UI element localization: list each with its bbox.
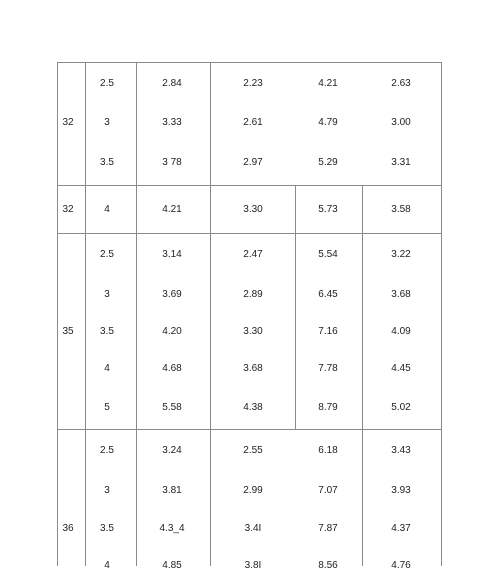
table-cell: 6.18 [318, 445, 338, 456]
table-cell: 3.22 [391, 249, 411, 260]
table-cell: 2.47 [243, 249, 263, 260]
table-cell: 3.81 [162, 485, 182, 496]
table-cell: 3.30 [243, 326, 263, 337]
table-cell: 2.89 [243, 289, 263, 300]
table-cell: 4.79 [318, 117, 338, 128]
table-cell: 4.20 [162, 326, 182, 337]
table-cell: 3.30 [243, 204, 263, 215]
column-divider [295, 185, 296, 429]
table-cell: 3.5 [100, 523, 114, 534]
table-cell: 4.76 [391, 560, 411, 571]
table-cell: 5.73 [318, 204, 338, 215]
table-cell: 2.5 [100, 78, 114, 89]
table-cell: 6.45 [318, 289, 338, 300]
table-cell: 7.87 [318, 523, 338, 534]
table-cell: 3.4I [244, 523, 262, 534]
table-cell: 3.93 [391, 485, 411, 496]
group-divider [57, 233, 442, 234]
table-cell: 2.97 [243, 157, 263, 168]
table-cell: 8.56 [318, 560, 338, 571]
table-cell: 4.45 [391, 363, 411, 374]
table-cell: 5.58 [162, 402, 182, 413]
table-cell: 3 [104, 117, 110, 128]
table-cell: 2.84 [162, 78, 182, 89]
table-top-border [57, 62, 442, 63]
table-cell: 4.85 [162, 560, 182, 571]
table-cell: 7.78 [318, 363, 338, 374]
table-cell: 2.55 [243, 445, 263, 456]
table-cell: 3.24 [162, 445, 182, 456]
table-cell: 2.5 [100, 445, 114, 456]
table-cell: 3 [104, 289, 110, 300]
group-label: 32 [62, 117, 74, 128]
table-cell: 3.58 [391, 204, 411, 215]
table-cell: 2.61 [243, 117, 263, 128]
table-cell: 4 [104, 204, 110, 215]
table-cell: 3.5 [100, 326, 114, 337]
table-cell: 4.68 [162, 363, 182, 374]
table-cell: 7.16 [318, 326, 338, 337]
table-cell: 5.29 [318, 157, 338, 168]
column-divider [210, 62, 211, 566]
table-cell: 2.63 [391, 78, 411, 89]
table-cell: 4.21 [162, 204, 182, 215]
table-cell: 3.14 [162, 249, 182, 260]
table-cell: 3.68 [243, 363, 263, 374]
table-cell: 3.33 [162, 117, 182, 128]
table-cell: 4.3_4 [159, 523, 185, 534]
table-cell: 4.21 [318, 78, 338, 89]
table-cell: 4 [104, 363, 110, 374]
table-left-border [57, 62, 58, 566]
table-cell: 2.23 [243, 78, 263, 89]
table-cell: 4.09 [391, 326, 411, 337]
group-label: 35 [62, 326, 74, 337]
table-cell: 8.79 [318, 402, 338, 413]
table-cell: 3 [104, 485, 110, 496]
column-divider [85, 62, 86, 566]
table-cell: 5.02 [391, 402, 411, 413]
table-cell: 3.5 [100, 157, 114, 168]
table-cell: 2.5 [100, 249, 114, 260]
table-cell: 3.43 [391, 445, 411, 456]
table-cell: 7.07 [318, 485, 338, 496]
table-cell: 3.68 [391, 289, 411, 300]
group-divider [57, 429, 442, 430]
table-cell: 5.54 [318, 249, 338, 260]
table-cell: 3 78 [162, 157, 182, 168]
table-cell: 4.38 [243, 402, 263, 413]
group-label: 36 [62, 523, 74, 534]
group-label: 32 [62, 204, 74, 215]
table-cell: 3.8I [244, 560, 262, 571]
group-divider [57, 185, 442, 186]
table-cell: 3.00 [391, 117, 411, 128]
column-divider [362, 185, 363, 566]
column-divider [136, 62, 137, 566]
table-right-border [441, 62, 442, 566]
table-cell: 3.69 [162, 289, 182, 300]
table-cell: 2.99 [243, 485, 263, 496]
table-cell: 4.37 [391, 523, 411, 534]
table-cell: 5 [104, 402, 110, 413]
table-cell: 3.31 [391, 157, 411, 168]
table-cell: 4 [104, 560, 110, 571]
